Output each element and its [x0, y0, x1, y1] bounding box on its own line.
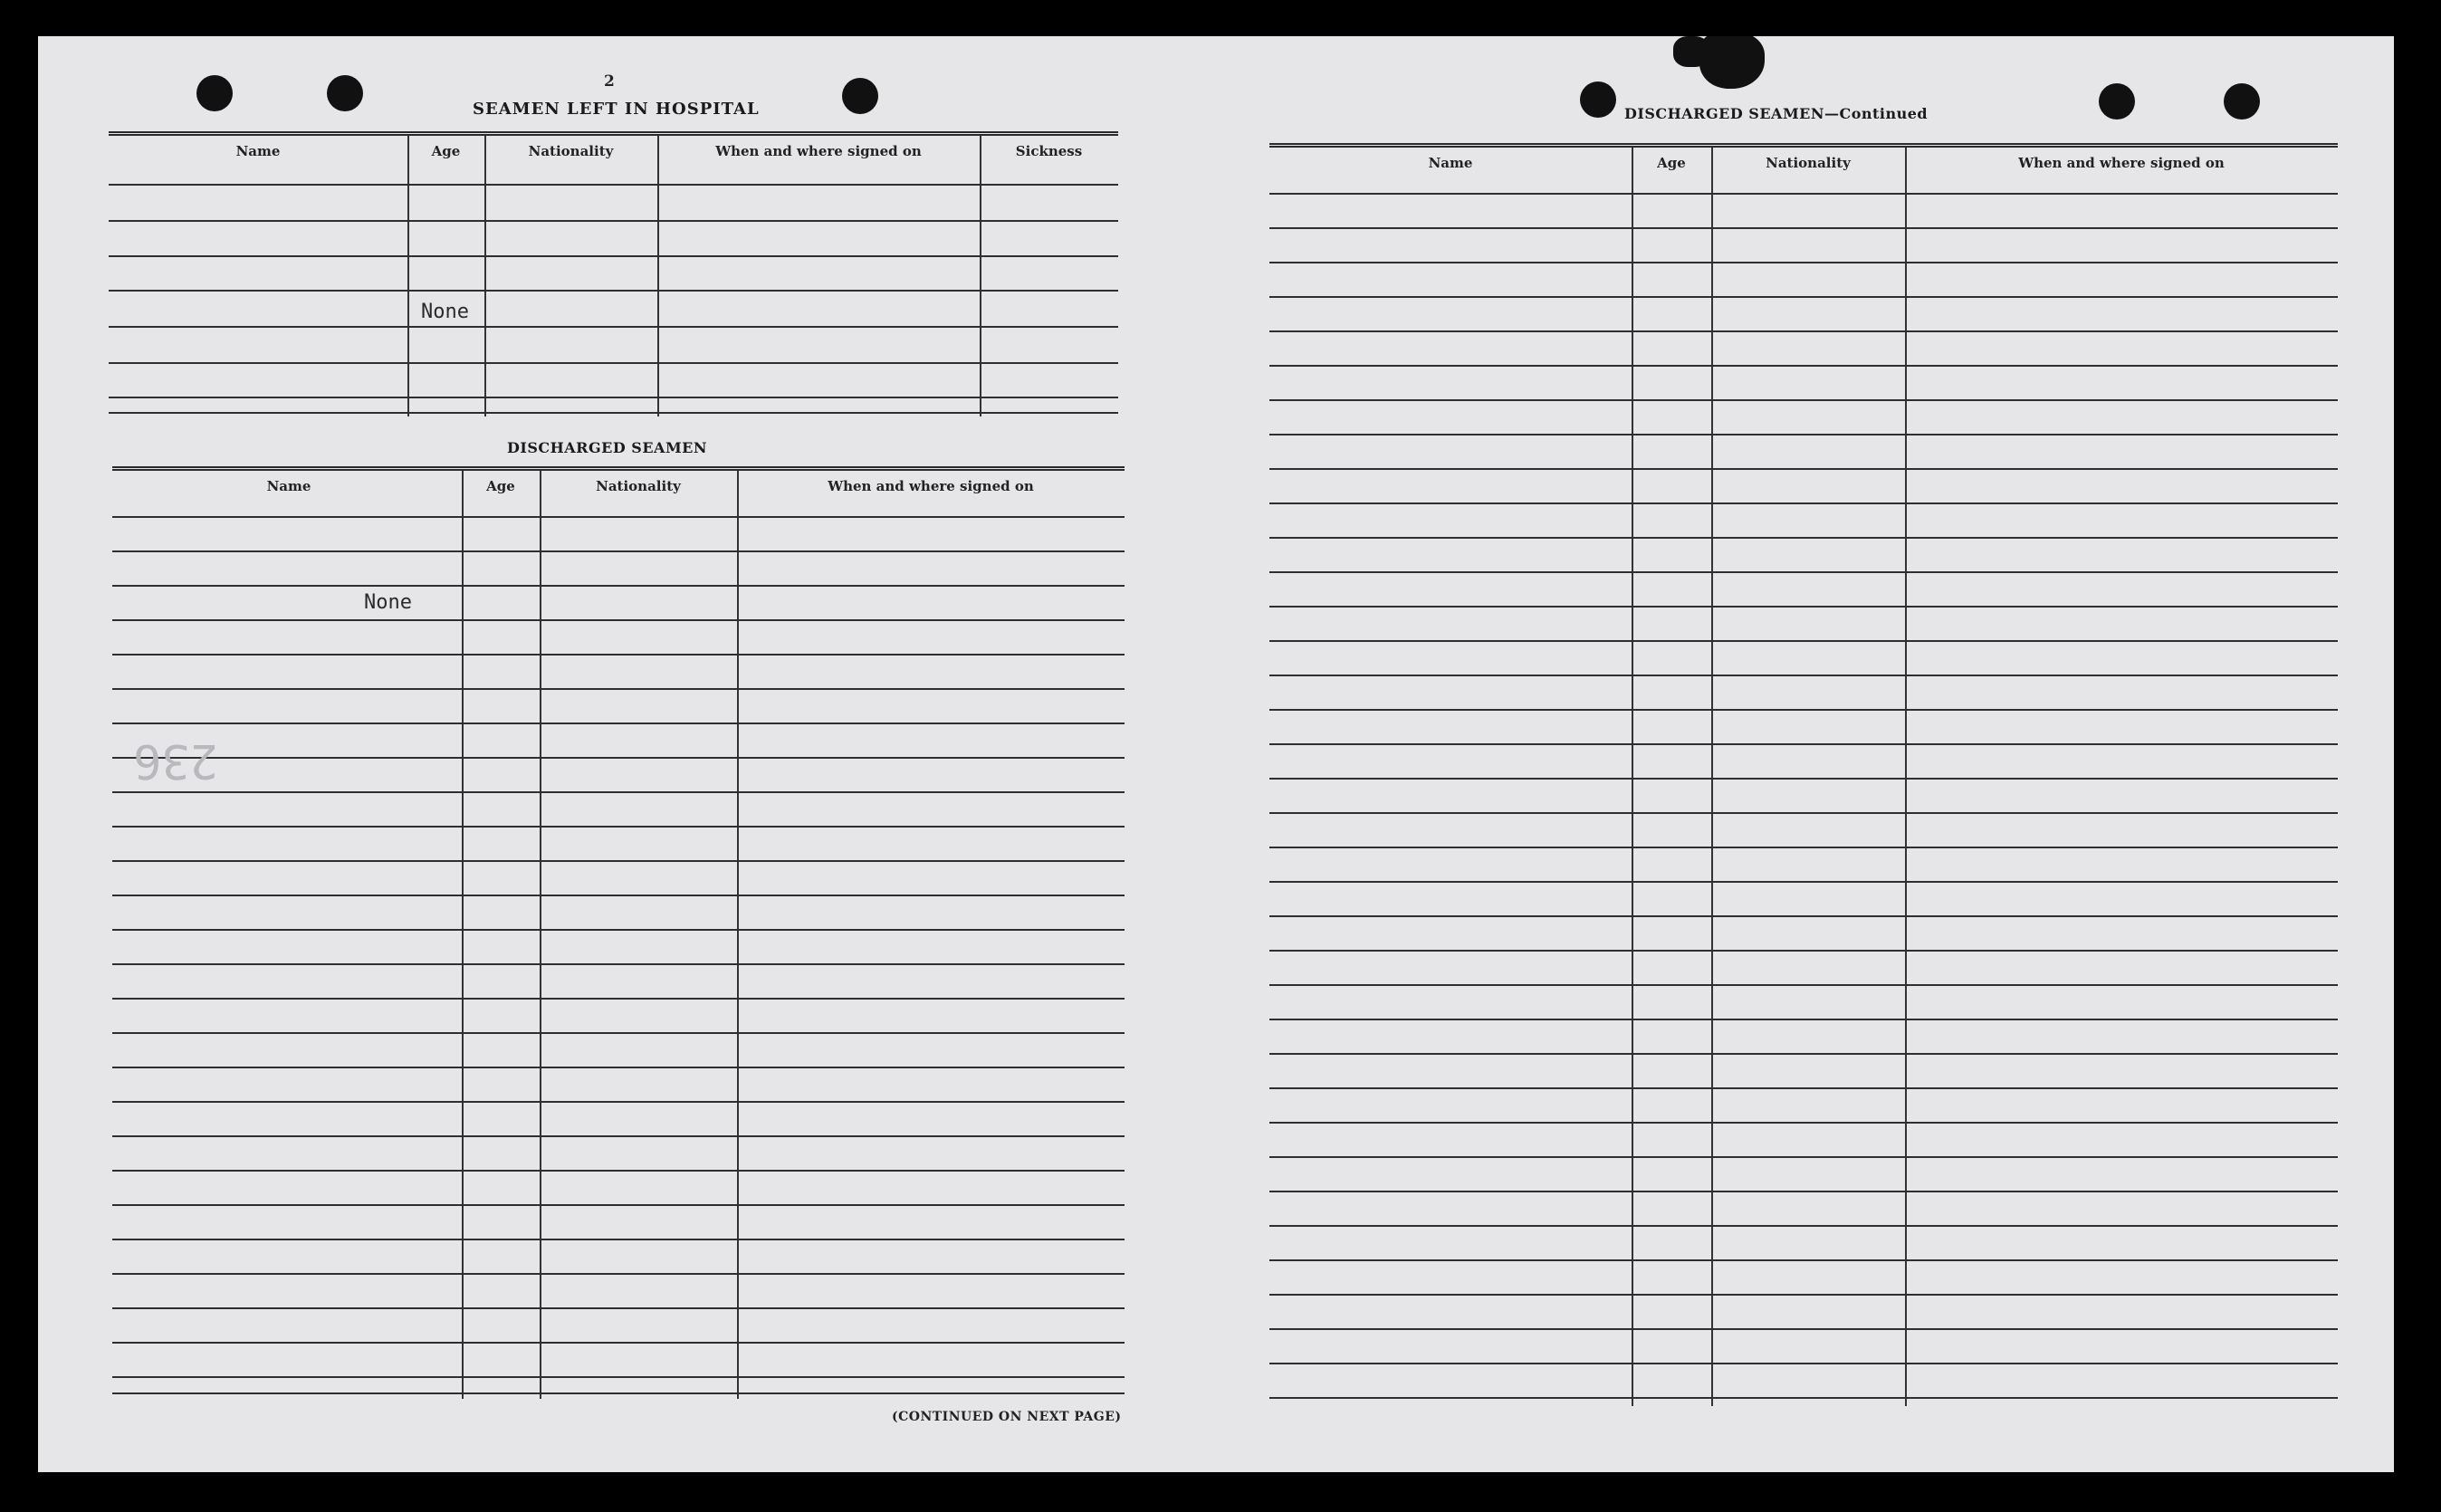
- punch-hole: [196, 75, 233, 111]
- faint-bleedthrough-number: 236: [133, 733, 218, 788]
- discharged-table-right: [1269, 143, 2338, 1406]
- punch-hole: [842, 78, 878, 114]
- discharged-section-title: DISCHARGED SEAMEN: [507, 439, 707, 456]
- document-sheet: [38, 36, 2394, 1472]
- column-header-sickness: Sickness: [1015, 143, 1083, 159]
- column-header-signed-on: When and where signed on: [715, 143, 922, 159]
- continued-footer: (CONTINUED ON NEXT PAGE): [892, 1410, 1122, 1424]
- column-header-signed-on: When and where signed on: [2018, 155, 2225, 171]
- column-header-age: Age: [431, 143, 461, 159]
- column-header-nationality: Nationality: [596, 478, 681, 494]
- column-header-nationality: Nationality: [528, 143, 614, 159]
- page-number: 2: [604, 72, 615, 91]
- column-header-name: Name: [235, 143, 281, 159]
- punch-hole: [2099, 83, 2135, 120]
- column-header-age: Age: [486, 478, 515, 494]
- hospital-section-title: SEAMEN LEFT IN HOSPITAL: [473, 100, 760, 119]
- column-header-nationality: Nationality: [1766, 155, 1851, 171]
- discharged-none-entry: None: [364, 591, 412, 614]
- discharged-table-left: [112, 466, 1125, 1399]
- paper-tear: [1699, 36, 1765, 89]
- hospital-table: [109, 131, 1118, 416]
- column-header-signed-on: When and where signed on: [828, 478, 1034, 494]
- punch-hole: [327, 75, 363, 111]
- paper-tear: [1673, 36, 1709, 67]
- hospital-none-entry: None: [421, 301, 469, 323]
- discharged-continued-title: DISCHARGED SEAMEN—Continued: [1624, 105, 1929, 122]
- column-header-name: Name: [1428, 155, 1473, 171]
- column-header-name: Name: [266, 478, 311, 494]
- punch-hole: [2224, 83, 2260, 120]
- column-header-age: Age: [1657, 155, 1686, 171]
- punch-hole: [1580, 81, 1616, 118]
